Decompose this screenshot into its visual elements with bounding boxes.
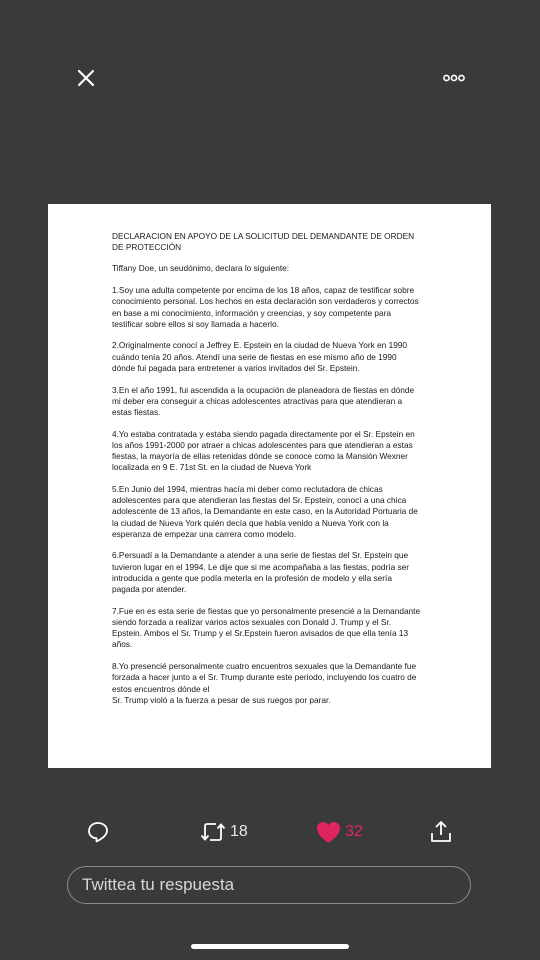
more-options-button[interactable]: [434, 58, 474, 98]
more-icon: [443, 74, 465, 82]
reply-input[interactable]: [67, 866, 471, 904]
home-indicator[interactable]: [191, 944, 349, 949]
document-paragraph: 3.En el año 1991, fui ascendida a la ocupación de planeadora de fiestas en dónde mi deber era conseguir a chicas adolescentes atractivas para que atendieran a estas fiestas.: [112, 384, 415, 417]
document-title: DECLARACION EN APOYO DE LA SOLICITUD DEL DEMANDANTE DE ORDEN DE PROTECCIÓN: [112, 231, 415, 253]
document-paragraph: 8.Yo presencié personalmente cuatro encuentros sexuales que la Demandante fue forzada a hacer junto a el Sr. Trump durante este periodo, incluyendo los cuatro de estos encuentros dónde el Sr. Trump violó a la fuerza a pesar de sus ruegos por parar.: [112, 661, 417, 705]
like-count: 32: [345, 823, 363, 840]
document-paragraph: 4.Yo estaba contratada y estaba siendo pagada directamente por el Sr. Epstein en los años 1991-2000 por atraer a chicas adolescentes para que atendieran a estas fiestas, la mayoría de ellas retenidas dónde se conoce como la Mansión Wexner localizada en 9 E. 71st St. en la ciudad de Nueva York: [112, 428, 415, 473]
tweet-actions: [0, 812, 540, 852]
reply-button[interactable]: [86, 812, 110, 852]
like-button[interactable]: [316, 812, 363, 852]
retweet-count: 18: [230, 823, 248, 840]
close-button[interactable]: [66, 58, 106, 98]
document-paragraph: 5.En Junio del 1994, mientras hacía mi deber como reclutadora de chicas adolescentes para que atendieran las fiestas del Sr. Epstein, conocí a una chica adolescente de 13 años, la Demandante en este caso, en la Autoridad Portuaria de la ciudad de Nueva York quién decía que había venido a Nueva York con la esperanza de empezar una carrera como modelo.: [112, 483, 418, 539]
document-image[interactable]: [48, 204, 491, 768]
close-icon: [77, 69, 95, 87]
reply-icon: [86, 820, 110, 844]
document-paragraph: 2.Originalmente conocí a Jeffrey E. Epstein en la ciudad de Nueva York en 1990 cuándo tenía 20 años. Atendí una serie de fiestas en ese mismo año de 1990 dónde fui pagada para entretener a varios invitados del Sr. Epstein.: [112, 340, 408, 373]
document-paragraph: Tiffany Doe, un seudónimo, declara lo siguiente:: [112, 263, 290, 274]
share-button[interactable]: [430, 812, 452, 852]
share-icon: [430, 820, 452, 844]
document-paragraph: 6.Persuadí a la Demandante a atender a una serie de fiestas del Sr. Epstein que tuvieron lugar en el 1994. Le dije que si me acompañaba a las fiestas, podría ser introducida a gente que podía meterla en la profesión de modelo y ella sería pagada por atender.: [112, 550, 410, 595]
reply-placeholder: Twittea tu respuesta: [82, 875, 235, 894]
heart-icon: [316, 821, 341, 844]
retweet-button[interactable]: [200, 812, 248, 852]
document-paragraph: 1.Soy una adulta competente por encima de los 18 años, capaz de testificar sobre conocimiento personal. Los hechos en esta declaración son verdaderos y correctos en base a mi conocimiento, información y creencias, y soy competente para testificar sobre ellos si soy llamada a hacerlo.: [112, 285, 419, 329]
document-paragraph: 7.Fue en es esta serie de fiestas que yo personalmente presencié a la Demandante siendo forzada a realizar varios actos sexuales con Donald J. Trump y el Sr. Epstein. Ambos el Sr. Trump y el Sr.Epstein fueron avisados de que ella tenía 13 años.: [112, 605, 421, 650]
retweet-icon: [200, 821, 226, 843]
